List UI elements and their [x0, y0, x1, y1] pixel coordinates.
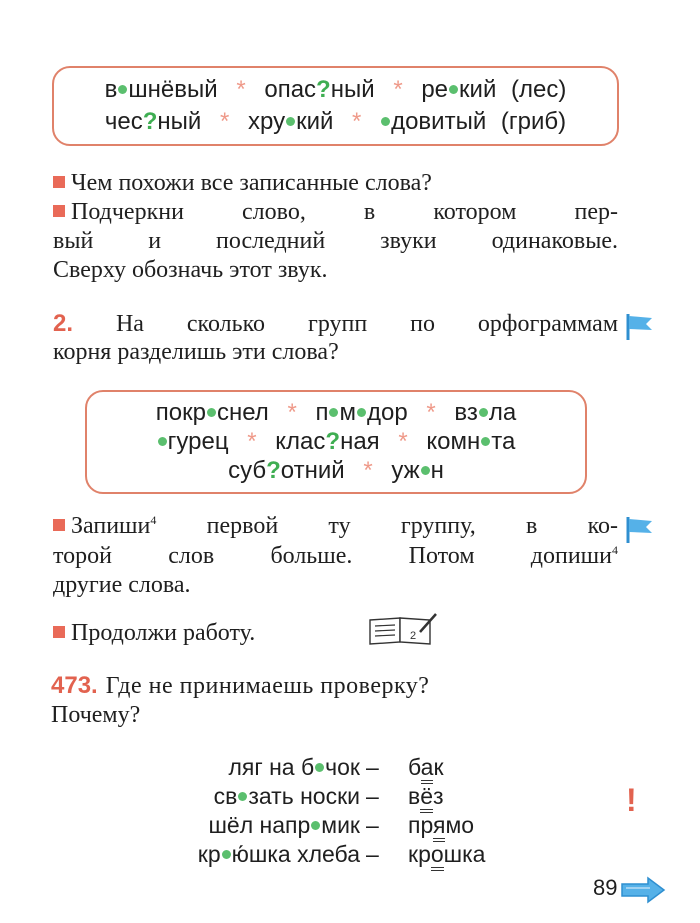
missing-letter-dot [315, 763, 324, 772]
red-square-bullet [53, 205, 65, 217]
blue-flag-icon [625, 312, 655, 342]
page-number: 89 [593, 875, 618, 900]
task-a-line-3: вый и последний звуки одинаковые. [53, 228, 618, 254]
task-a-line-2 [53, 199, 618, 226]
word-part: гурец [167, 428, 229, 455]
exclamation-mark: ! [626, 782, 637, 818]
word-part: н [430, 457, 444, 484]
task-2-line-1 [53, 310, 618, 338]
footnote-mark: 4 [150, 513, 157, 527]
next-page-arrow-icon [620, 876, 666, 904]
word-part: опас [264, 76, 317, 103]
word-part: б [408, 754, 421, 780]
word-part: ляг на б [228, 754, 315, 780]
pair-dash-3: – [366, 812, 379, 838]
word-part: довитый [391, 108, 487, 135]
footnote-mark: 4 [612, 543, 618, 557]
word-part: в [408, 783, 421, 809]
word-box-2 [85, 390, 587, 494]
word-part: ре [421, 76, 449, 103]
red-square-bullet [53, 626, 65, 638]
word-part: кр [408, 841, 431, 867]
word-part: к [433, 754, 444, 780]
pair-dash-2: – [366, 783, 379, 809]
question-mark: ? [142, 108, 158, 135]
word-part: покр [155, 399, 206, 426]
asterisk-separator: * [287, 399, 297, 426]
task-text: Подчеркни слово, в котором пер- [71, 199, 618, 225]
exercise-number: 473. [51, 672, 98, 699]
word-part: снел [216, 399, 269, 426]
pair-left-4 [198, 841, 360, 868]
word-part: св [213, 783, 238, 809]
asterisk-separator: * [426, 399, 436, 426]
missing-letter-dot [158, 437, 167, 446]
word-part: кр [197, 841, 221, 867]
word-part: з [433, 783, 444, 809]
asterisk-separator: * [393, 76, 403, 103]
word-part: суб [228, 457, 267, 484]
question-mark: ? [266, 457, 281, 484]
task-b-line-3: другие слова. [53, 572, 191, 598]
word-part: отний [280, 457, 345, 484]
word-box-1-row-2 [54, 108, 617, 136]
blue-flag-icon [625, 515, 655, 545]
asterisk-separator: * [236, 76, 246, 103]
missing-letter-dot [286, 117, 295, 126]
asterisk-separator: * [247, 428, 257, 455]
pair-left-2 [214, 783, 360, 810]
question-mark: ? [316, 76, 331, 103]
task-b-line-1 [53, 513, 618, 540]
stressed-vowel: о [431, 841, 444, 871]
exercise-question-line-2: Почему? [51, 702, 141, 728]
missing-letter-dot [311, 821, 320, 830]
word-part: кий [296, 108, 334, 135]
pair-right-2 [408, 783, 444, 810]
missing-letter-dot [449, 85, 458, 94]
asterisk-separator: * [363, 457, 373, 484]
word-part: ла [488, 399, 517, 426]
word-part: пр [408, 812, 433, 838]
word-part: мик [321, 812, 360, 838]
missing-letter-dot [421, 466, 430, 475]
word-part: клас [275, 428, 326, 455]
task-text: торой слов больше. Потом допиши [53, 543, 612, 569]
word-part: дор [366, 399, 408, 426]
task-c-line [53, 620, 618, 647]
pair-right-3 [408, 812, 474, 839]
pair-dash-1: – [366, 754, 379, 780]
missing-letter-dot [381, 117, 390, 126]
word-part: в [104, 76, 118, 103]
workbook-icon [366, 612, 438, 646]
exercise-title [51, 672, 616, 700]
task-b-line-2 [53, 543, 618, 570]
task-text: Чем похожи все записанные слова? [71, 170, 432, 196]
missing-letter-dot [118, 85, 127, 94]
asterisk-separator: * [219, 108, 230, 135]
word-part: м [339, 399, 356, 426]
pair-dash-4: – [366, 841, 379, 867]
word-part: ный [330, 76, 375, 103]
task-2-line-2: корня разделишь эти слова? [53, 339, 339, 365]
missing-letter-dot [238, 792, 247, 801]
word-box-2-row-1 [87, 399, 585, 427]
word-part: (лес) [511, 76, 567, 103]
pair-right-4 [408, 841, 485, 868]
missing-letter-dot [222, 850, 231, 859]
word-box-2-row-3 [87, 457, 585, 485]
task-number: 2. [53, 310, 74, 337]
task-text: На сколько групп по орфограммам [115, 311, 619, 337]
missing-letter-dot [479, 408, 488, 417]
word-part: чес [104, 108, 143, 135]
stressed-vowel: я [433, 812, 445, 842]
workbook-page-number: 2 [410, 630, 417, 642]
missing-letter-dot [481, 437, 490, 446]
task-a-line-1 [53, 170, 618, 197]
word-part: хру [247, 108, 286, 135]
missing-letter-dot [357, 408, 366, 417]
word-part: зать носки [248, 783, 360, 809]
word-part: ная [340, 428, 380, 455]
task-text: Запиши [71, 513, 151, 539]
stressed-vowel: ё [420, 783, 433, 813]
missing-letter-dot [207, 408, 216, 417]
word-part: чок [325, 754, 360, 780]
word-part: уж [391, 457, 420, 484]
word-box-2-row-2 [87, 428, 585, 456]
word-part: комн [426, 428, 481, 455]
question-mark: ? [325, 428, 341, 455]
word-part: вз [454, 399, 478, 426]
asterisk-separator: * [398, 428, 408, 455]
word-part: ю́шка хлеба [231, 841, 360, 867]
missing-letter-dot [329, 408, 338, 417]
word-part: ный [157, 108, 202, 135]
task-text: первой ту группу, в ко- [206, 513, 619, 539]
word-part: шка [443, 841, 486, 867]
task-text: Продолжи работу. [71, 620, 256, 646]
red-square-bullet [53, 176, 65, 188]
word-part: мо [445, 812, 475, 838]
word-box-1 [52, 66, 619, 146]
task-a-line-4: Сверху обозначь этот звук. [53, 257, 328, 283]
pair-left-3 [208, 812, 360, 839]
word-part: п [315, 399, 329, 426]
pair-right-1 [408, 754, 444, 781]
stressed-vowel: а [421, 754, 434, 784]
word-box-1-row-1 [54, 76, 617, 104]
word-part: (гриб) [500, 108, 567, 135]
asterisk-separator: * [352, 108, 362, 135]
red-square-bullet [53, 519, 65, 531]
word-part: шёл напр [208, 812, 311, 838]
word-part: та [491, 428, 516, 455]
exercise-question: Где не принимаешь проверку? [105, 673, 430, 699]
word-part: шнёвый [128, 76, 218, 103]
word-part: кий [459, 76, 497, 103]
pair-left-1 [228, 754, 360, 781]
